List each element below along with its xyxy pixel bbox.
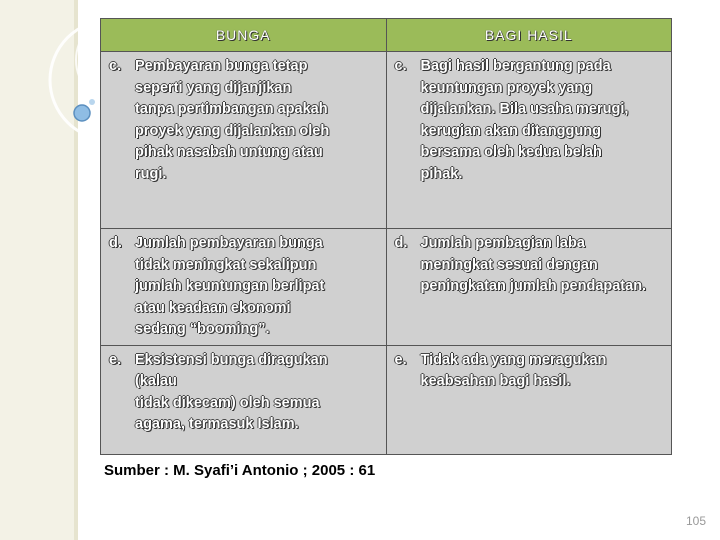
table-row <box>101 345 672 454</box>
item-text: Bagi hasil bergantung pada keuntungan proyek yang dijalankan. Bila usaha merugi, kerugian akan ditanggung bersama oleh kedua belah pihak. <box>420 58 629 182</box>
header-bagi-hasil: BAGI HASIL <box>386 19 672 52</box>
cell-bagi-hasil <box>386 52 672 229</box>
cell-bunga <box>101 229 387 346</box>
table-row <box>101 52 672 229</box>
item-text: Jumlah pembagian laba meningkat sesuai dengan peningkatan jumlah pendapatan. <box>420 235 647 294</box>
item-label: e. <box>394 351 407 368</box>
item-label: d. <box>109 235 122 251</box>
item-label: e. <box>109 351 122 368</box>
source-citation: Sumber : M. Syafi’i Antonio ; 2005 : 61 <box>104 462 376 479</box>
cell-bagi-hasil <box>386 229 672 346</box>
comparison-table <box>100 18 672 455</box>
cell-bagi-hasil <box>386 345 672 454</box>
item-label: c. <box>109 58 122 74</box>
cell-bunga <box>101 52 387 229</box>
item-text: Jumlah pembayaran bunga tidak meningkat sekalipun jumlah keuntungan berlipat atau keadaan ekonomi sedang “booming”. <box>135 235 325 337</box>
item-text: Tidak ada yang meragukan keabsahan bagi hasil. <box>420 351 607 389</box>
table-row <box>101 229 672 346</box>
header-bunga: BUNGA <box>101 19 387 52</box>
page-number: 105 <box>685 514 706 528</box>
comparison-table-wrap <box>100 18 672 456</box>
table-header-row <box>101 19 672 52</box>
item-text: Eksistensi bunga diragukan (kalau tidak dikecam) oleh semua agama, termasuk Islam. <box>135 351 328 432</box>
item-label: d. <box>394 235 408 251</box>
item-label: c. <box>394 58 407 74</box>
cell-bunga <box>101 345 387 454</box>
item-text: Pembayaran bunga tetap seperti yang dijanjikan tanpa pertimbangan apakah proyek yang dijalankan oleh pihak nasabah untung atau rugi. <box>135 58 330 182</box>
